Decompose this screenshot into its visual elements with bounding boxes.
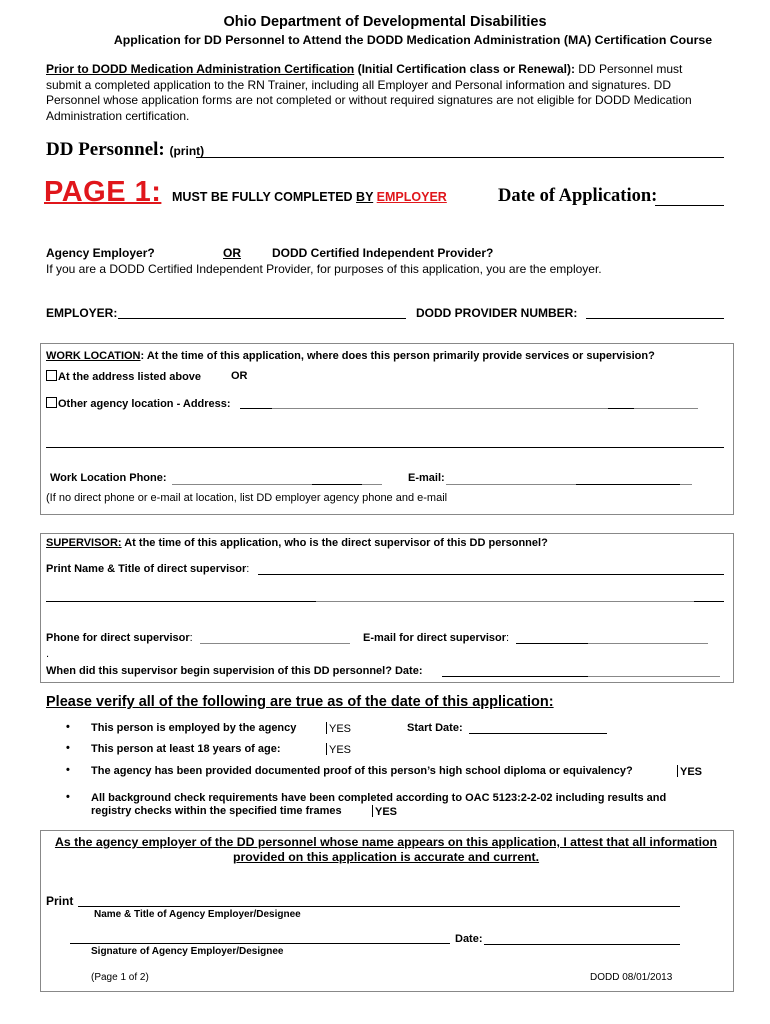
- supervisor-name-line-2[interactable]: [46, 601, 316, 602]
- verify-item-background: All background check requirements have been completed according to OAC 5123:2-2-02 including results and: [91, 792, 667, 804]
- signature-field[interactable]: [70, 943, 450, 944]
- supervisor-heading: SUPERVISOR:: [46, 537, 122, 549]
- agency-note: If you are a DODD Certified Independent Provider, for purposes of this application, you are the employer.: [46, 262, 602, 276]
- work-location-question: WORK LOCATION: At the time of this application, where does this person primarily provide services or supervision?: [46, 350, 655, 362]
- start-date-field[interactable]: [469, 733, 607, 734]
- work-phone-field-mid: [312, 484, 362, 485]
- option-listed-address[interactable]: At the address listed above: [46, 370, 201, 383]
- intro-lead-paren: (Initial Certification class or Renewal):: [354, 62, 575, 76]
- provider-number-field[interactable]: [586, 318, 724, 319]
- print-label: Print: [46, 894, 74, 908]
- supervisor-phone-label: Phone for direct supervisor:: [46, 632, 193, 644]
- supervisor-name-label: Print Name & Title of direct supervisor:: [46, 563, 250, 575]
- attestation-line2: provided on this application is accurate and current.: [232, 850, 540, 864]
- page1-title: PAGE 1:: [44, 176, 162, 208]
- checkbox-other-location[interactable]: [46, 397, 57, 408]
- provider-number-label: DODD PROVIDER NUMBER:: [416, 306, 578, 320]
- page-subtitle: Application for DD Personnel to Attend the DODD Medication Administration (MA) Certification Course: [113, 33, 713, 47]
- dd-personnel-label: DD Personnel: (print): [46, 139, 205, 160]
- supervisor-phone-field[interactable]: [200, 643, 350, 644]
- signature-caption: Signature of Agency Employer/Designee: [91, 946, 284, 957]
- supervisor-question: SUPERVISOR: At the time of this application, who is the direct supervisor of this DD personnel?: [46, 537, 548, 549]
- bullet-icon: •: [66, 721, 70, 733]
- work-phone-label: Work Location Phone:: [50, 472, 167, 484]
- address-field[interactable]: [272, 408, 608, 409]
- page-title: Ohio Department of Developmental Disabilities: [223, 14, 547, 30]
- supervision-start-field[interactable]: [442, 676, 588, 677]
- work-location-or: OR: [231, 370, 248, 382]
- work-phone-field[interactable]: [172, 484, 312, 485]
- supervisor-name-line-2-end: [694, 601, 724, 602]
- start-date-label: Start Date:: [407, 722, 463, 734]
- supervisor-email-field[interactable]: [516, 643, 588, 644]
- verify-yes-employed[interactable]: YES: [326, 722, 351, 735]
- signature-date-field[interactable]: [484, 944, 680, 945]
- agency-or: OR: [223, 246, 241, 260]
- work-location-heading: WORK LOCATION: [46, 350, 141, 362]
- signature-date-label: Date:: [455, 933, 483, 945]
- address-field-end[interactable]: [634, 408, 698, 409]
- verify-item-diploma: The agency has been provided documented proof of this person’s high school diploma or equivalency?: [91, 765, 633, 777]
- employer-label: EMPLOYER:: [46, 306, 118, 320]
- intro-line4: Administration certification.: [46, 108, 190, 123]
- supervisor-name-field[interactable]: [258, 574, 724, 575]
- employer-name-field[interactable]: [78, 906, 680, 907]
- supervisor-email-label: E-mail for direct supervisor:: [363, 632, 510, 644]
- employer-name-caption: Name & Title of Agency Employer/Designee: [94, 909, 301, 920]
- verify-heading: Please verify all of the following are true as of the date of this application:: [46, 694, 554, 710]
- yes-marker-icon: [326, 722, 327, 734]
- work-email-field-end: [680, 484, 692, 485]
- verify-item-age: This person at least 18 years of age:: [91, 743, 281, 755]
- date-of-application-label: Date of Application:: [498, 186, 658, 206]
- agency-employer-question: Agency Employer?: [46, 246, 155, 260]
- intro-line1: DD Personnel must: [574, 62, 683, 76]
- checkbox-listed-address[interactable]: [46, 370, 57, 381]
- supervision-start-field-end: [588, 676, 720, 677]
- intro-line2: submit a completed application to the RN Trainer, including all Employer and Personal information and signatures. DD: [46, 77, 671, 92]
- print-hint: (print): [169, 144, 205, 158]
- intro-lead: Prior to DODD Medication Administration Certification: [46, 62, 355, 76]
- address-field-mid: [608, 408, 634, 409]
- attestation-line1: As the agency employer of the DD personnel whose name appears on this application, I attest that all information: [54, 835, 718, 849]
- dd-personnel-field[interactable]: [196, 157, 724, 158]
- bullet-icon: •: [66, 791, 70, 803]
- work-email-field-mid: [576, 484, 680, 485]
- intro-paragraph: [46, 62, 736, 124]
- work-location-section: [40, 343, 734, 515]
- address-field-start: [240, 408, 272, 409]
- option-other-location[interactable]: Other agency location - Address:: [46, 397, 231, 410]
- bullet-icon: •: [66, 764, 70, 776]
- yes-marker-icon: [326, 743, 327, 755]
- work-email-label: E-mail:: [408, 472, 445, 484]
- supervisor-section: [40, 533, 734, 683]
- form-code: DODD 08/01/2013: [590, 972, 673, 983]
- supervisor-name-line-2-mid: [316, 601, 694, 602]
- verify-item-employed: This person is employed by the agency: [91, 722, 297, 734]
- supervisor-dot: .: [46, 648, 50, 660]
- verify-yes-age[interactable]: YES: [326, 743, 351, 756]
- employer-field[interactable]: [118, 318, 406, 319]
- work-location-note: (If no direct phone or e-mail at location, list DD employer agency phone and e-mail: [46, 492, 448, 504]
- intro-line3: Personnel whose application forms are not completed or without required signatures are not eligible for DODD Medication: [46, 93, 692, 107]
- page1-instruction: MUST BE FULLY COMPLETED BY EMPLOYER: [172, 190, 447, 204]
- yes-marker-icon: [677, 765, 678, 777]
- bullet-icon: •: [66, 742, 70, 754]
- verify-yes-diploma[interactable]: YES: [677, 765, 702, 778]
- verify-yes-background[interactable]: YES: [372, 805, 397, 818]
- verify-item-background-line2: registry checks within the specified time frames: [91, 805, 342, 817]
- independent-provider-question: DODD Certified Independent Provider?: [272, 246, 494, 260]
- supervision-start-label: When did this supervisor begin supervision of this DD personnel? Date:: [46, 665, 423, 677]
- work-phone-field-end: [362, 484, 382, 485]
- page-number: (Page 1 of 2): [91, 972, 149, 983]
- date-of-application-field[interactable]: [655, 205, 724, 206]
- work-email-field[interactable]: [446, 484, 576, 485]
- supervisor-email-field-end: [588, 643, 708, 644]
- address-line-2[interactable]: [46, 447, 724, 448]
- yes-marker-icon: [372, 805, 373, 817]
